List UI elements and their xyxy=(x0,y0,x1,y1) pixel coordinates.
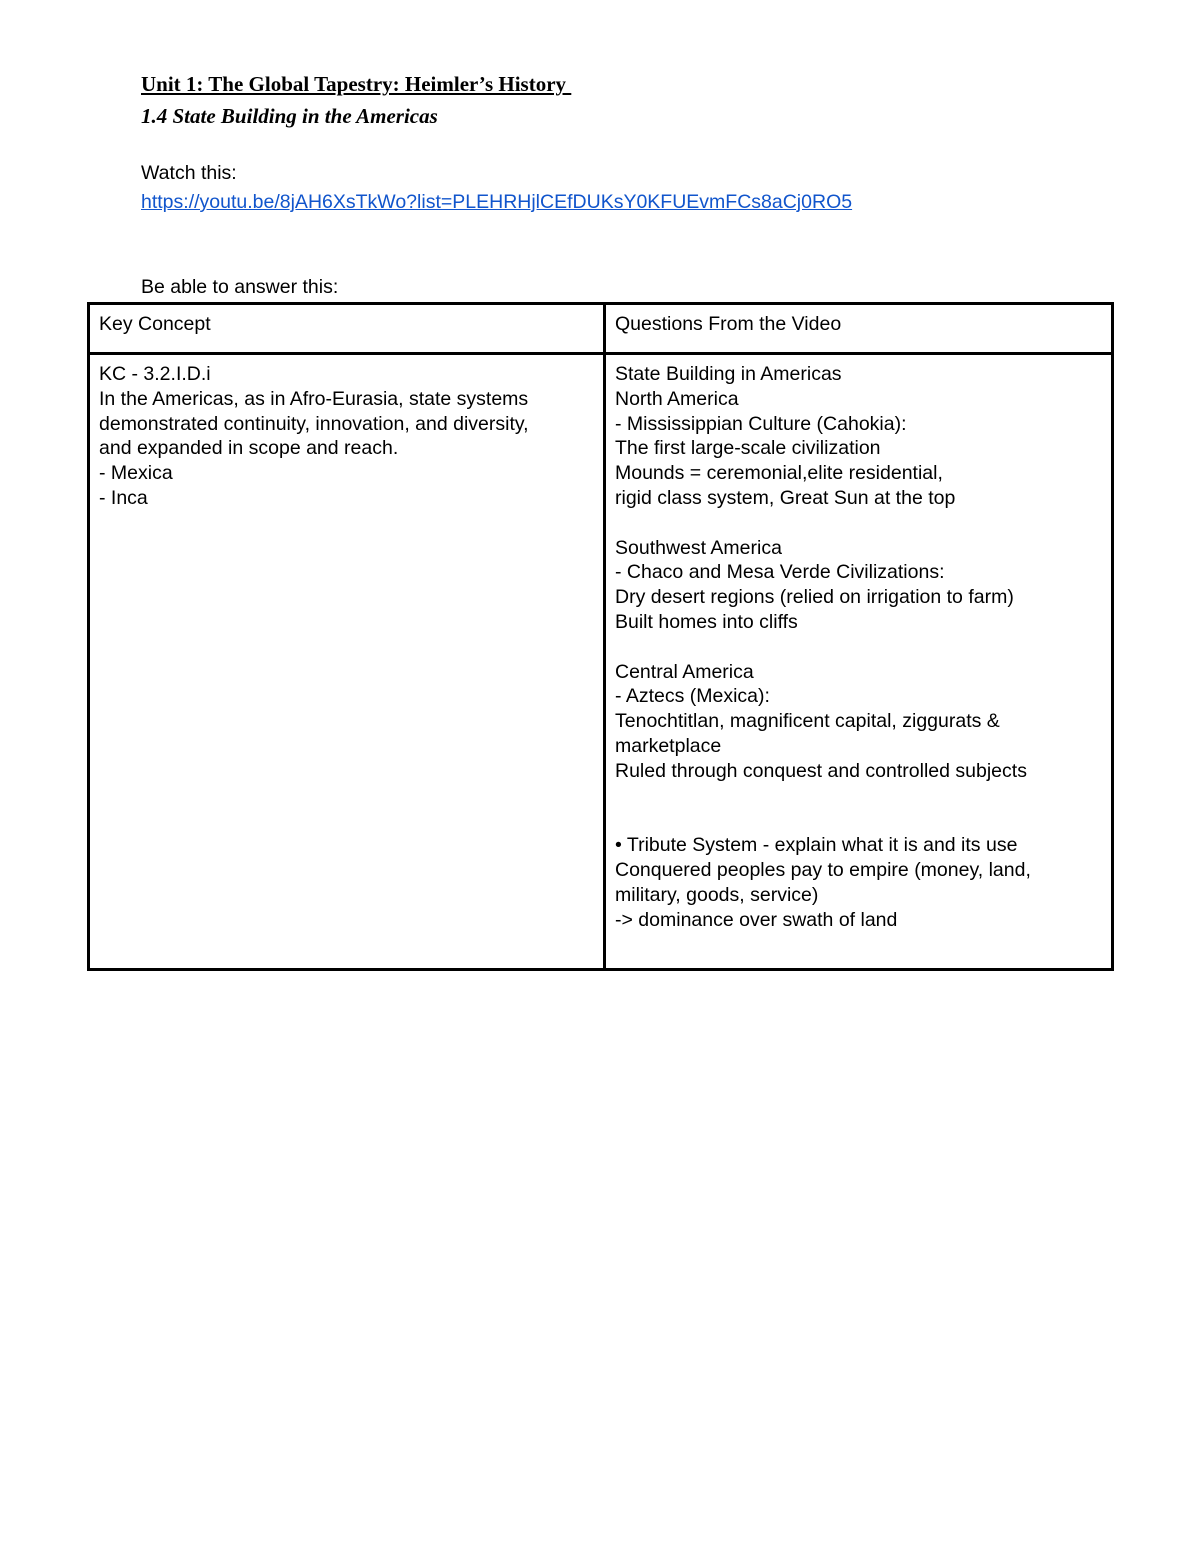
key-concept-item-mexica: - Mexica xyxy=(99,462,173,485)
note-line: Tenochtitlan, magnificent capital, ziggurats & xyxy=(615,710,1000,733)
watch-label: Watch this: xyxy=(141,162,237,184)
note-line: Mounds = ceremonial,elite residential, xyxy=(615,462,943,485)
concept-table xyxy=(87,302,1114,971)
note-line: -> dominance over swath of land xyxy=(615,908,898,931)
note-line: Dry desert regions (relied on irrigation to farm) xyxy=(615,586,1014,609)
answer-label: Be able to answer this: xyxy=(141,276,339,298)
region-central-america: Central America xyxy=(615,660,754,683)
key-concept-code: KC - 3.2.I.D.i xyxy=(99,363,211,385)
spacer xyxy=(615,511,1102,536)
note-line: The first large-scale civilization xyxy=(615,437,881,460)
questions-cell xyxy=(605,354,1113,970)
note-line: Ruled through conquest and controlled subjects xyxy=(615,759,1027,782)
key-concept-line: demonstrated continuity, innovation, and diversity, xyxy=(99,412,529,435)
culture-chaco-mesa-verde: - Chaco and Mesa Verde Civilizations: xyxy=(615,561,945,584)
video-link[interactable]: https://youtu.be/8jAH6XsTkWo?list=PLEHRHjlCEfDUKsY0KFUEvmFCs8aCj0RO5 xyxy=(141,191,853,213)
culture-mississippian: - Mississippian Culture (Cahokia): xyxy=(615,412,907,435)
questions-heading: State Building in Americas xyxy=(615,363,842,385)
region-southwest-america: Southwest America xyxy=(615,536,782,559)
spacer xyxy=(615,635,1102,660)
culture-aztecs: - Aztecs (Mexica): xyxy=(615,685,770,708)
table-header-row xyxy=(89,304,1113,354)
key-concept-line: In the Americas, as in Afro-Eurasia, state systems xyxy=(99,387,529,410)
key-concept-line: and expanded in scope and reach. xyxy=(99,437,399,460)
key-concept-cell xyxy=(89,354,605,970)
table-body-row xyxy=(89,354,1113,970)
tribute-system-question: • Tribute System - explain what it is and its use xyxy=(615,834,1018,857)
key-concept-item-inca: - Inca xyxy=(99,486,148,509)
spacer xyxy=(615,784,1102,834)
note-line: rigid class system, Great Sun at the top xyxy=(615,486,956,509)
note-line: Conquered peoples pay to empire (money, land, xyxy=(615,858,1031,881)
note-line: marketplace xyxy=(615,734,722,757)
key-concept-header: Key Concept xyxy=(89,304,605,354)
page-subtitle: 1.4 State Building in the Americas xyxy=(141,104,438,128)
note-line: military, goods, service) xyxy=(615,883,819,906)
questions-header: Questions From the Video xyxy=(605,304,1113,354)
page-title: Unit 1: The Global Tapestry: Heimler’s History xyxy=(141,72,572,96)
region-north-america: North America xyxy=(615,387,739,410)
note-line: Built homes into cliffs xyxy=(615,610,798,633)
